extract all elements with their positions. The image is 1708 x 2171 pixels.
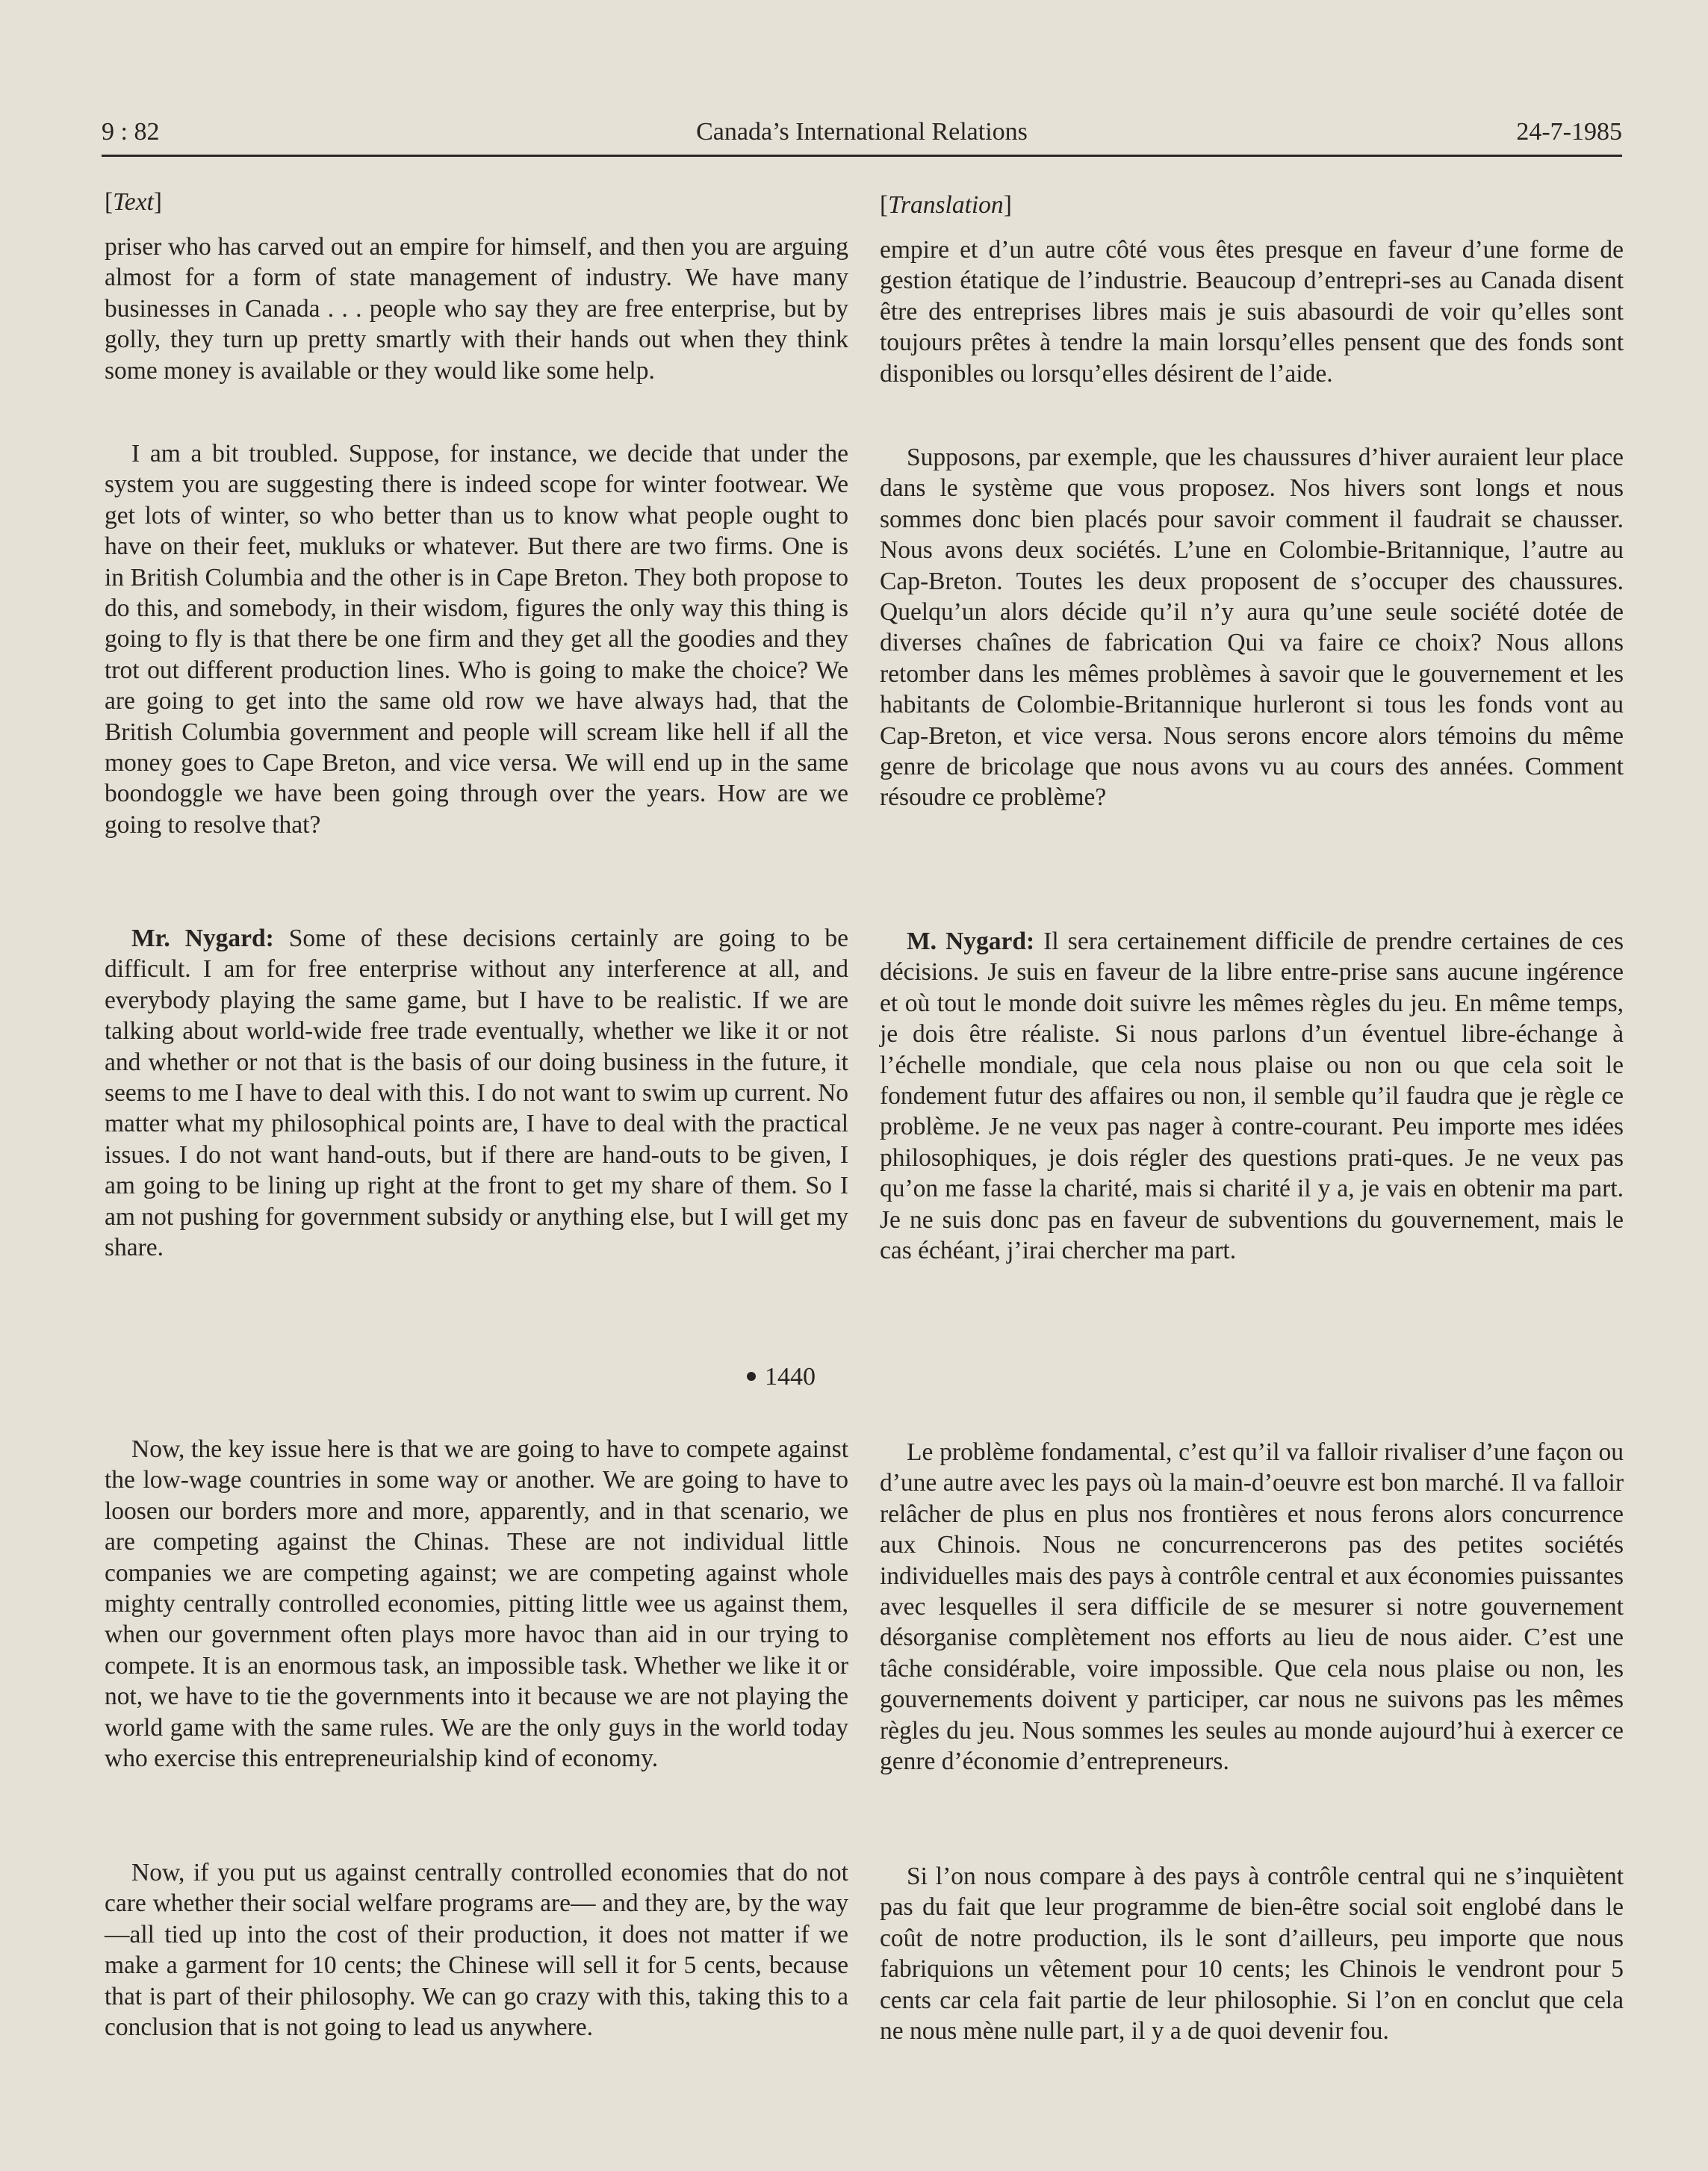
right-tag-word: Translation [888, 191, 1004, 219]
bullet-icon [747, 1372, 756, 1381]
left-paragraph-1: priser who has carved out an empire for himself, and then you are arguing almost for a form of state management of industry. We have many businesses in Canada . . . people who say they are free enterprise, but by golly, they turn up pretty smartly with their hands out when they think some money is available or they would like some help. [105, 233, 848, 385]
page-number: 9 : 82 [102, 118, 160, 146]
left-paragraph-2: I am a bit troubled. Suppose, for instance, we decide that under the system you are suggesting there is indeed scope for winter footwear. We get lots of winter, so who better than us to know what people ought to have on their feet, mukluks or whatever. But there are two firms. One is in British Columbia and the other is in Cape Breton. They both propose to do this, and somebody, in their wisdom, figures the only way this thing is going to fly is that there be one firm and they get all the goodies and they trot out different production lines. Who is going to make the choice? We are going to get into the same old row we have always had, that the British Columbia government and people will scream like hell if all the money goes to Cape Breton, and vice versa. We will end up in the same boondoggle we have been going through over the years. How are we going to resolve that? [105, 440, 848, 839]
speaker-name: Mr. Nygard: [131, 925, 274, 952]
right-tag: [Translation] [880, 191, 1012, 219]
left-paragraph-3: Mr. Nygard: Some of these decisions certainly are going to be difficult. I am for free enterprise without any interference at all, and everybody playing the same game, but I have to be realistic. If we are talking about world-wide free trade eventually, whether we like it or not and whether or not that is the basis of our doing business in the future, it seems to me I have to deal with this. I do not want to swim up current. No matter what my philosophical points are, I have to deal with the practical issues. I do not want hand-outs, but if there are hand-outs to be given, I am going to be lining up right at the front to get my share of them. So I am not pushing for government subsidy or anything else, but I will get my share. [105, 925, 848, 1262]
header-date: 24-7-1985 [1516, 118, 1622, 146]
left-paragraph-4: Now, the key issue here is that we are going to have to compete against the low-wage countries in some way or another. We are going to have to loosen our borders more and more, apparently, and in that scenario, we are competing against the Chinas. These are not individual little companies we are competing against; we are competing against whole mighty centrally controlled economies, pitting little wee us against them, when our government often plays more havoc than aid in our trying to compete. It is an enormous task, an impossible task. Whether we like it or not, we have to tie the governments into it because we are not playing the world game with the same rules. We are the only guys in the world today who exercise this entrepreneurialship kind of economy. [105, 1435, 848, 1773]
header-rule [102, 155, 1622, 157]
left-paragraph-5: Now, if you put us against centrally controlled economies that do not care whether their social welfare programs are— and they are, by the way—all tied up into the cost of their production, it does not matter if we make a garment for 10 cents; the Chinese will sell it for 5 cents, because that is part of their philosophy. We can go crazy with this, taking this to a conclusion that is not going to lead us anywhere. [105, 1859, 848, 2042]
right-paragraph-1: empire et d’un autre côté vous êtes presque en faveur d’une forme de gestion étatique de l’industrie. Beaucoup d’entrepri-ses au Canada disent être des entreprises libres mais je suis abasourdi de voir qu’elles sont toujours prêtes à tendre la main lorsqu’elles pensent que des fonds sont disponibles ou lorsqu’elles désirent de l’aide. [880, 236, 1624, 388]
right-paragraph-2: Supposons, par exemple, que les chaussures d’hiver auraient leur place dans le système que vous proposez. Nos hivers sont longs et nous sommes donc bien placés pour savoir comment il faudrait se chausser. Nous avons deux sociétés. L’une en Colombie-Britannique, l’autre au Cap-Breton. Toutes les deux proposent de s’occuper des chaussures. Quelqu’un alors décide qu’il n’y aura qu’une seule société dotée de diverses chaînes de fabrication Qui va faire ce choix? Nous allons retomber dans les mêmes problèmes à savoir que le gouvernement et les habitants de Colombie-Britannique hurleront si tous les fonds vont au Cap-Breton, et vice versa. Nous serons encore alors témoins du même genre de bricolage que nous avons vu au cours des années. Comment résoudre ce problème? [880, 444, 1624, 812]
time-marker: 1440 [747, 1363, 816, 1391]
right-paragraph-5: Si l’on nous compare à des pays à contrôle central qui ne s’inquiètent pas du fait que leur programme de bien-être social soit englobé dans le coût de notre production, ils le sont d’ailleurs, peu importe que nous fabriquions un vêtement pour 10 cents; les Chinois le vendront pour 5 cents car cela fait partie de leur philosophie. Si l’on en conclut que cela ne nous mène nulle part, il y a de quoi devenir fou. [880, 1863, 1624, 2046]
running-header [102, 118, 1622, 155]
publication-title: Canada’s International Relations [696, 118, 1028, 146]
speaker-name: M. Nygard: [907, 928, 1035, 955]
right-paragraph-4: Le problème fondamental, c’est qu’il va falloir rivaliser d’une façon ou d’une autre avec les pays où la main-d’oeuvre est bon marché. Il va falloir relâcher de plus en plus nos frontières et nous ferons alors concurrence aux Chinois. Nous ne concurrencerons pas des petites sociétés individuelles mais des pays à contrôle central et aux économies puissantes avec lesquelles il sera difficile de se mesurer si notre gouvernement désorganise complètement nos efforts au lieu de nous aider. C’est une tâche considérable, voire impossible. Que cela nous plaise ou non, les gouvernements doivent y participer, car nous ne suivons pas les mêmes règles du jeu. Nous sommes les seules au monde aujourd’hui à exercer ce genre d’économie d’entrepreneurs. [880, 1438, 1624, 1776]
right-paragraph-3: M. Nygard: Il sera certainement difficile de prendre certaines de ces décisions. Je suis en faveur de la libre entre-prise sans aucune ingérence et où tout le monde doit suivre les mêmes règles du jeu. En même temps, je dois être réaliste. Si nous parlons d’un éventuel libre-échange à l’échelle mondiale, que cela nous plaise ou non ou que cela soit le fondement futur des affaires ou non, il semble qu’il faudra que je règle ce problème. Je ne veux pas nager à contre-courant. Peu importe mes idées philosophiques, je dois régler des questions prati-ques. Je ne veux pas qu’on me fasse la charité, mais si charité il y a, je vais en obtenir ma part. Je ne suis donc pas en faveur de subventions du gouvernement, mais le cas échéant, j’irai chercher ma part. [880, 928, 1624, 1265]
left-tag: [Text] [105, 188, 162, 216]
left-tag-word: Text [113, 188, 154, 216]
